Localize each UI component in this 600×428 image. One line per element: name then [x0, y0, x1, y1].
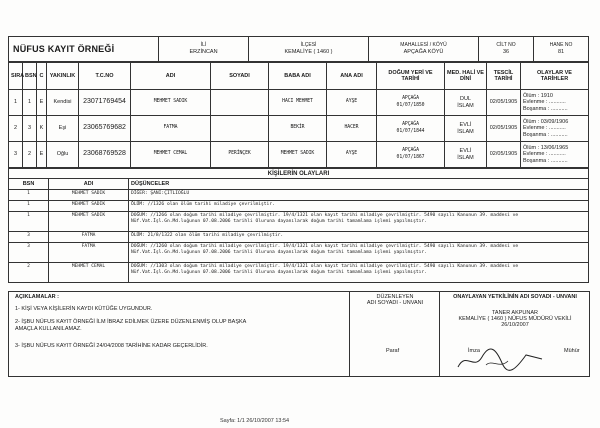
col-c: C — [37, 63, 47, 90]
events-header-row: BSN ADI DÜŞÜNCELER — [9, 179, 589, 190]
event-row: 3 FATMA DOĞUM: //1260 olan doğum tarihi miladiye çevrilmiştir. 19/4/1321 olan kayıt tarihi miladiye çevrilmiştir. 5490 sayılı Kanunun 39. maddesi ve Nüf.Vat.İşl.Gn.Md.luğunun 07.08.2006 tarihli Oluruna dayanılarak doğum tarihi tamamlama işlemi yapılmıştır. — [9, 243, 589, 263]
event-row: 2 MEHMET CEMAL DOĞUM: //1303 olan doğum tarihi miladiye çevrilmiştir. 19/4/1321 olan kayıt tarihi miladiye çevrilmiştir. 5490 sayılı Kanunun 39. maddesi ve Nüf.Vat.İşl.Gn.Md.luğunun 07.08.2006 tarihli Oluruna dayanılarak doğum tarihi tamamlama işlemi yapılmıştır. — [9, 263, 589, 283]
col-dogum: DOĞUM YERİ VE TARİHİ — [377, 63, 445, 90]
approver-office: KEMALİYE ( 1460 ) NÜFUS MÜDÜRÜ VEKİLİ — [458, 316, 572, 322]
persons-table — [8, 62, 589, 168]
ilce-cell: İLÇESİ KEMALİYE ( 1460 ) — [249, 37, 369, 62]
col-bsn: BSN — [23, 63, 37, 90]
explanations: AÇIKLAMALAR : 1- KİŞİ VEYA KİŞİLERİN KAYDI KÜTÜĞE UYGUNDUR. 2- İŞBU NÜFUS KAYIT ÖRNEĞİ İLM İBRAZ EDİLMEK ÜZERE DÜZENLENMİŞ OLUP BAŞKA AMAÇLA KULLANILAMAZ. 3- İŞBU NÜFUS KAYIT ÖRNEĞİ 24/04/2008 TARİHİNE KADAR GEÇERLİDİR. — [15, 294, 247, 349]
event-row: 3 FATMA ÖLÜM: 21/8/1322 olan ölüm tarihi miladiye çevrilmiştir. — [9, 232, 589, 243]
prepared-by: DÜZENLEYEN ADI SOYADI - UNVANI Paraf — [349, 292, 440, 376]
events-table — [8, 168, 589, 283]
approval-date: 26/10/2007 — [501, 322, 529, 328]
muhur-label: Mühür — [564, 348, 580, 354]
table-row: 1 1 E Kendisi 23071769454 MEHMET SADIK HACI MEHMET AYŞE APÇAĞA 01/07/1850 DUL İSLAM 02/05/1905 Ölüm : 1910 Evlenme : ........... Boşanma : ........... — [9, 90, 589, 116]
header-table — [8, 36, 589, 62]
col-soyadi: SOYADI — [211, 63, 269, 90]
col-tcno: T.C.NO — [79, 63, 131, 90]
hane-cell: HANE NO 81 — [534, 37, 589, 62]
events-section-title: KİŞİLERİN OLAYLARI — [9, 169, 589, 179]
col-olaylar: OLAYLAR VE TARİHLER — [521, 63, 589, 90]
col-adi: ADI — [131, 63, 211, 90]
cilt-cell: CİLT NO 36 — [479, 37, 534, 62]
event-row: 1 MEHMET SADIK DOĞUM: //1266 olan doğum tarihi miladiye çevrilmiştir. 19/4/1321 olan kayıt tarihi miladiye çevrilmiştir. 5490 sayılı Kanunun 39. maddesi ve Nüf.Vat.İşl.Gn.Md.luğunun 07.08.2006 tarihli Oluruna dayanılarak doğum tarihi tamamlama işlemi yapılmıştır. — [9, 212, 589, 232]
col-tescil: TESCİL TARİHİ — [487, 63, 521, 90]
table-row: 2 3 K Eşi 23065769682 FATMA BEKİR HACER APÇAĞA 01/07/1844 EVLİ İSLAM 02/05/1905 Ölüm : 03/09/1906 Evlenme : ........... Boşanma : ........... — [9, 116, 589, 142]
col-yakinlik: YAKINLIK — [47, 63, 79, 90]
col-medeni: MED. HALİ VE DİNİ — [445, 63, 487, 90]
explanations-title: AÇIKLAMALAR : — [15, 294, 59, 300]
event-row: 1 MEHMET SADIK DİĞER: ŞANI:ÇITLIOĞLU — [9, 190, 589, 201]
imza-label: İmza — [468, 348, 480, 354]
document-title: NÜFUS KAYIT ÖRNEĞİ — [9, 37, 159, 62]
approved-by: ONAYLAYAN YETKİLİNİN ADI SOYADI - UNVANI TANER AKPUNAR KEMALİYE ( 1460 ) NÜFUS MÜDÜRÜ VEKİLİ 26/10/2007 İmza Mühür — [439, 292, 590, 376]
col-ana: ANA ADI — [327, 63, 377, 90]
page-footer: Sayfa: 1/1 26/10/2007 13:54 — [220, 418, 290, 424]
column-header-row — [9, 63, 589, 90]
col-baba: BABA ADI — [269, 63, 327, 90]
signature-scribble — [456, 347, 546, 373]
col-sira: SIRA — [9, 63, 23, 90]
approver-name: TANER AKPUNAR — [491, 310, 539, 316]
event-row: 1 MEHMET SADIK ÖLÜM: //1326 olan ölüm tarihi miladiye çevrilmiştir. — [9, 201, 589, 212]
paraf-label: Paraf — [386, 348, 400, 354]
table-row: 3 2 E Oğlu 23068769528 MEHMET CEMAL PERİNÇEK MEHMET SADIK AYŞE APÇAĞA 01/07/1867 EVLİ İSLAM 02/05/1905 Ölüm : 13/06/1965 Evlenme : ........... Boşanma : ........... — [9, 142, 589, 168]
mahalle-cell: MAHALLESİ / KÖYÜ APÇAĞA KÖYÜ — [369, 37, 479, 62]
il-cell: İLİ ERZİNCAN — [159, 37, 249, 62]
